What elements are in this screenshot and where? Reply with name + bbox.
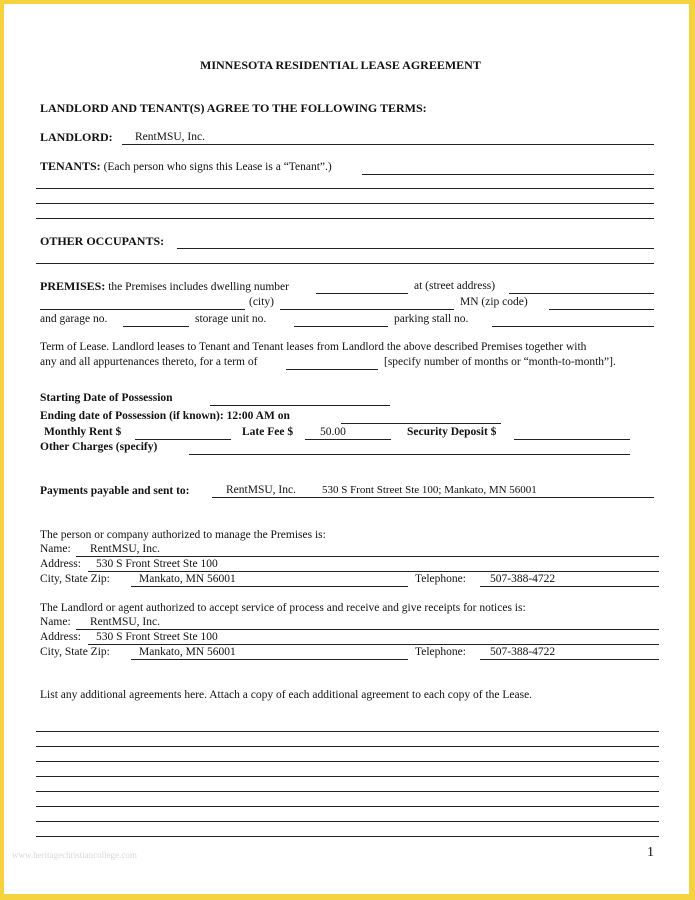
- agent-phone: 507-388-4722: [490, 646, 556, 658]
- watermark: www.heritagechristiancollege.com: [12, 850, 137, 860]
- deposit-label: Security Deposit $: [407, 426, 497, 438]
- tenants-line-1[interactable]: [362, 174, 654, 175]
- agreement-line-2[interactable]: [36, 746, 659, 747]
- manager-name-line[interactable]: [76, 556, 659, 557]
- late-fee-line[interactable]: [305, 439, 391, 440]
- agree-heading: LANDLORD AND TENANT(S) AGREE TO THE FOLLOWING TERMS:: [40, 101, 427, 115]
- storage-line[interactable]: [294, 326, 388, 327]
- agreement-line-8[interactable]: [36, 836, 659, 837]
- address-cont-line[interactable]: [40, 309, 245, 310]
- occupants-label: OTHER OCCUPANTS:: [40, 234, 165, 248]
- lease-page: [4, 4, 689, 894]
- manager-city-line[interactable]: [131, 586, 408, 587]
- agent-name: RentMSU, Inc.: [90, 616, 160, 628]
- occupants-line-1[interactable]: [177, 248, 654, 249]
- rent-label: Monthly Rent $: [44, 426, 122, 438]
- manager-name: RentMSU, Inc.: [90, 543, 160, 555]
- other-charges-label: Other Charges (specify): [40, 441, 158, 453]
- tenants-row: [40, 160, 332, 174]
- street-address-label: at (street address): [414, 280, 496, 292]
- manager-phone: 507-388-4722: [490, 573, 556, 585]
- manager-address: 530 S Front Street Ste 100: [96, 558, 218, 570]
- agent-city: Mankato, MN 56001: [139, 646, 236, 658]
- agent-city-label: City, State Zip:: [40, 646, 110, 658]
- agent-intro: The Landlord or agent authorized to accept service of process and receive and give receipts for notices is:: [40, 602, 526, 614]
- premises-row-1: [40, 280, 289, 294]
- payments-name: RentMSU, Inc.: [226, 484, 296, 496]
- document-title: MINNESOTA RESIDENTIAL LEASE AGREEMENT: [200, 58, 481, 72]
- storage-label: storage unit no.: [195, 313, 267, 325]
- agent-name-line[interactable]: [76, 629, 659, 630]
- manager-name-label: Name:: [40, 543, 71, 555]
- street-address-line[interactable]: [509, 293, 654, 294]
- dwelling-number-line[interactable]: [316, 293, 408, 294]
- agent-phone-label: Telephone:: [415, 646, 466, 658]
- term-line-2b: [specify number of months or “month-to-month”].: [384, 356, 616, 368]
- term-line-1: Term of Lease. Landlord leases to Tenant and Tenant leases from Landlord the above described Premises together with: [40, 341, 587, 353]
- agent-name-label: Name:: [40, 616, 71, 628]
- manager-city-label: City, State Zip:: [40, 573, 110, 585]
- agreement-line-4[interactable]: [36, 776, 659, 777]
- zip-line[interactable]: [549, 309, 654, 310]
- late-fee-label: Late Fee $: [242, 426, 294, 438]
- agreement-line-1[interactable]: [36, 731, 659, 732]
- tenants-line-2[interactable]: [36, 188, 654, 189]
- agreement-line-7[interactable]: [36, 821, 659, 822]
- end-date-text: Ending date of Possession (if known): 12:00 AM on: [40, 410, 290, 422]
- end-date-label: [40, 410, 290, 423]
- mn-zip-label: MN (zip code): [460, 296, 528, 308]
- occupants-line-2[interactable]: [36, 263, 654, 264]
- agent-address-line[interactable]: [88, 644, 659, 645]
- agent-address: 530 S Front Street Ste 100: [96, 631, 218, 643]
- manager-phone-line[interactable]: [480, 586, 659, 587]
- term-line-2a: any and all appurtenances thereto, for a term of: [40, 356, 258, 368]
- parking-line[interactable]: [492, 326, 654, 327]
- manager-city: Mankato, MN 56001: [139, 573, 236, 585]
- payments-address: 530 S Front Street Ste 100; Mankato, MN 56001: [322, 484, 537, 496]
- garage-line[interactable]: [123, 326, 189, 327]
- landlord-value: RentMSU, Inc.: [135, 131, 205, 143]
- premises-text-dwelling: the Premises includes dwelling number: [108, 281, 289, 293]
- agent-city-line[interactable]: [131, 659, 408, 660]
- late-fee-value: 50.00: [320, 426, 346, 438]
- city-line[interactable]: [280, 309, 454, 310]
- tenants-note: (Each person who signs this Lease is a “Tenant”.): [103, 161, 332, 173]
- start-date-line[interactable]: [210, 405, 390, 406]
- additional-agreements-text: List any additional agreements here. Attach a copy of each additional agreement to each copy of the Lease.: [40, 689, 533, 701]
- page-number: 1: [647, 845, 654, 860]
- agreement-line-3[interactable]: [36, 761, 659, 762]
- term-length-line[interactable]: [286, 369, 378, 370]
- manager-address-line[interactable]: [88, 571, 659, 572]
- agreement-line-5[interactable]: [36, 791, 659, 792]
- end-date-line[interactable]: [341, 423, 501, 424]
- city-label: (city): [249, 296, 274, 308]
- tenants-label: TENANTS:: [40, 159, 101, 173]
- landlord-line[interactable]: [122, 144, 654, 145]
- tenants-line-4[interactable]: [36, 218, 654, 219]
- deposit-line[interactable]: [514, 439, 630, 440]
- rent-line[interactable]: [135, 439, 231, 440]
- agent-phone-line[interactable]: [480, 659, 659, 660]
- landlord-label: LANDLORD:: [40, 130, 113, 144]
- premises-label: PREMISES:: [40, 279, 106, 293]
- manager-phone-label: Telephone:: [415, 573, 466, 585]
- manager-intro: The person or company authorized to manage the Premises is:: [40, 529, 326, 541]
- agent-address-label: Address:: [40, 631, 81, 643]
- garage-label: and garage no.: [40, 313, 108, 325]
- manager-address-label: Address:: [40, 558, 81, 570]
- parking-label: parking stall no.: [394, 313, 469, 325]
- agreement-line-6[interactable]: [36, 806, 659, 807]
- payments-label: Payments payable and sent to:: [40, 485, 190, 497]
- tenants-line-3[interactable]: [36, 203, 654, 204]
- start-date-label: Starting Date of Possession: [40, 392, 173, 404]
- other-charges-line[interactable]: [189, 454, 630, 455]
- payments-line[interactable]: [212, 497, 654, 498]
